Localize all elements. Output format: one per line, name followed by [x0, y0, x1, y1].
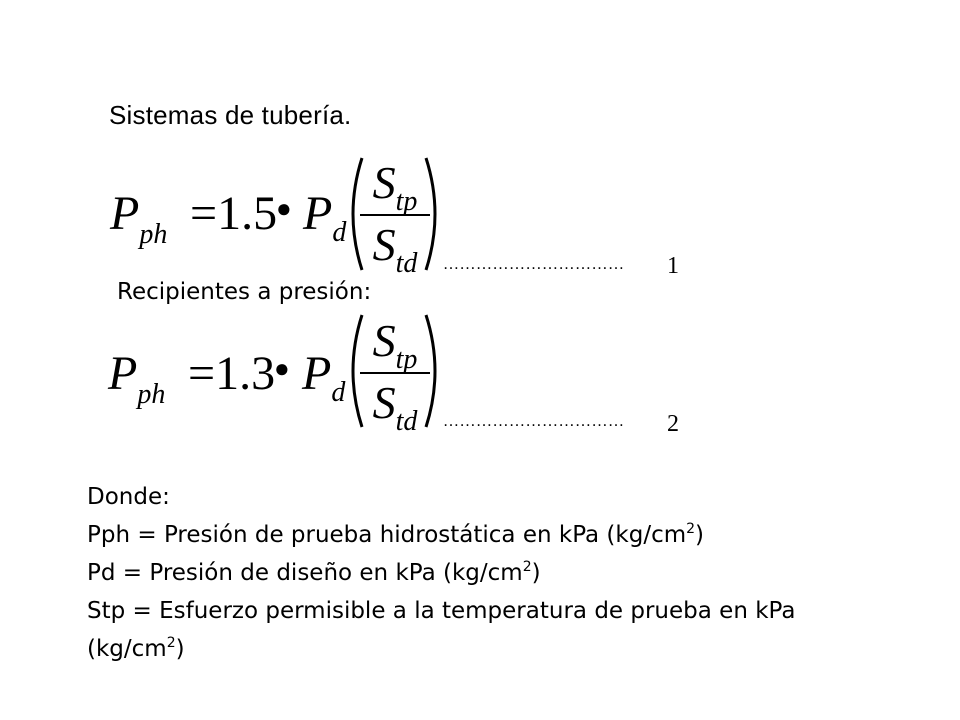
- section-heading: Sistemas de tubería.: [109, 100, 352, 130]
- equation-1-coefficient: =1.5: [190, 187, 278, 240]
- fraction-denominator: $S_{td}$: [372, 219, 418, 279]
- equation-1-pd: $P_d$: [303, 187, 347, 248]
- fraction-numerator: $S_{tp}$: [372, 157, 418, 217]
- bullet-operator: ●: [276, 194, 292, 223]
- equation-2-lhs: $P_{ph}$: [108, 347, 166, 410]
- leader-dots: ……………………………: [443, 413, 625, 430]
- bullet-operator: ●: [274, 354, 290, 383]
- fraction-bar: [360, 372, 430, 374]
- definition-stp-unit: $(kg/cm^2)$: [87, 635, 185, 662]
- subheading: Recipientes a presión:: [117, 279, 372, 305]
- equation-2-pd: $P_d$: [302, 347, 346, 408]
- equation-2-coefficient: =1.3: [188, 347, 276, 400]
- definitions-block: [87, 478, 947, 668]
- leader-dots: ……………………………: [443, 256, 625, 273]
- equation-number: 2: [667, 411, 679, 437]
- definitions-intro: Donde:: [87, 484, 170, 510]
- equation-number: 1: [667, 253, 679, 279]
- fraction-bar: [360, 214, 430, 216]
- equation-1-fraction: [360, 157, 430, 279]
- equation-2-fraction: [360, 315, 430, 437]
- definition-stp: Stp = Esfuerzo permisible a la temperatura de prueba en kPa: [87, 598, 796, 624]
- definition-pph: Pph = Presión de prueba hidrostática en kPa $(kg/cm^2)$: [87, 521, 705, 548]
- fraction-denominator: $S_{td}$: [372, 377, 418, 437]
- definition-pd: Pd = Presión de diseño en kPa $(kg/cm^2)$: [87, 559, 541, 586]
- fraction-numerator: $S_{tp}$: [372, 315, 418, 375]
- equation-1-lhs: $P_{ph}$: [110, 187, 168, 250]
